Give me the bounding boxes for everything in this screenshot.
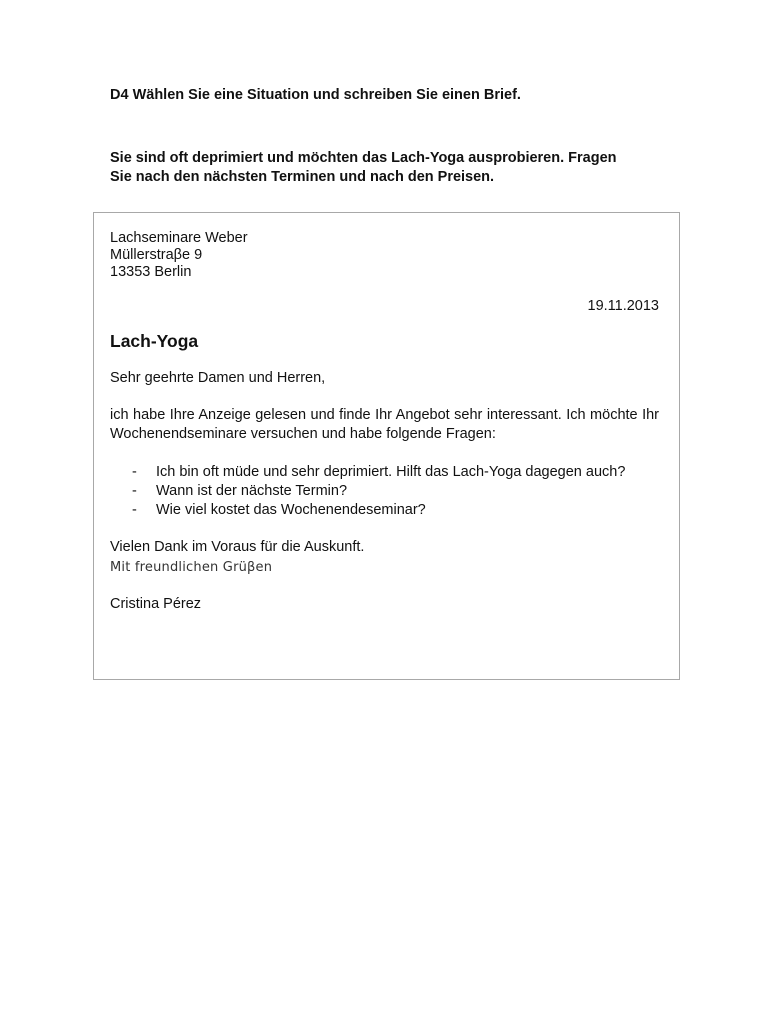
letter-box (93, 212, 680, 680)
letter-thanks: Vielen Dank im Voraus für die Auskunft. (110, 539, 365, 555)
task-prompt-line-1: Sie sind oft deprimiert und möchten das Lach-Yoga ausprobieren. Fragen (110, 150, 617, 166)
question-item (110, 463, 659, 482)
letter-salutation: Sehr geehrte Damen und Herren, (110, 370, 326, 386)
letter-signature: Cristina Pérez (110, 596, 202, 612)
recipient-city: 13353 Berlin (110, 264, 192, 280)
task-heading: D4 Wählen Sie eine Situation und schreiben Sie einen Brief. (110, 87, 521, 103)
question-text: Wann ist der nächste Termin? (156, 483, 348, 499)
task-prompt-line-2: Sie nach den nächsten Terminen und nach den Preisen. (110, 169, 495, 185)
question-item (110, 501, 659, 520)
letter-subject: Lach-Yoga (110, 331, 199, 351)
letter-closing: Mit freundlichen Grüβen (110, 560, 273, 575)
question-list (110, 463, 659, 520)
bullet-dash: - (132, 483, 137, 499)
question-text: Ich bin oft müde und sehr deprimiert. Hilft das Lach-Yoga dagegen auch? (156, 464, 626, 480)
letter-content (110, 230, 659, 613)
bullet-dash: - (132, 464, 137, 480)
bullet-dash: - (132, 502, 137, 518)
recipient-name: Lachseminare Weber (110, 230, 248, 246)
letter-body: ich habe Ihre Anzeige gelesen und finde Ihr Angebot sehr interessant. Ich möchte Ihr Wochenendseminare versuchen und habe folgende Fragen: (110, 407, 659, 442)
recipient-address (110, 230, 659, 281)
task-prompt (110, 149, 670, 187)
question-text: Wie viel kostet das Wochenendeseminar? (156, 502, 426, 518)
letter-date: 19.11.2013 (587, 298, 659, 314)
recipient-street: Müllerstraβe 9 (110, 247, 203, 263)
question-item (110, 482, 659, 501)
